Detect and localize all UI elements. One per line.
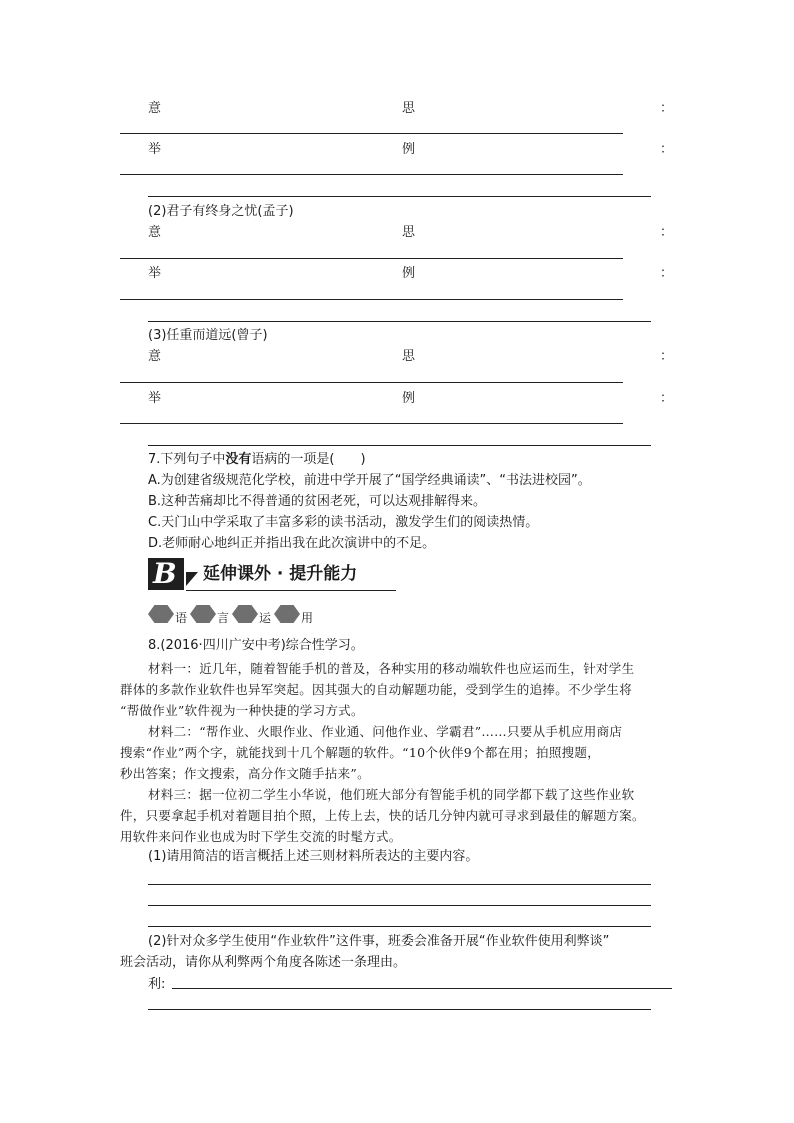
section-b-title: 延伸课外 · 提升能力 [203,564,358,584]
item-3-title: (3)任重而道远(曾子) [148,328,268,343]
li-label: 例 [402,266,416,281]
tag-char: 用 [301,611,314,625]
material-line: 件，只要拿起手机对着题目拍个照，上传上去，快的话几分钟内就可寻求到最佳的解题方案。 [120,808,645,823]
colon-mark: ： [660,391,674,406]
yi-label: 意 [148,349,162,364]
q7-stem-part: 语病的一项是( ) [251,452,366,467]
li-advantage-label: 利: [148,977,166,992]
colon-mark: ： [660,142,674,157]
q7-stem [148,451,366,469]
answer-line[interactable] [120,174,623,175]
q8-stem: 8.(2016·四川广安中考)综合性学习。 [148,638,364,653]
material-line: “帮做作业”软件视为一种快捷的学习方式。 [120,703,364,718]
q7-option-c[interactable]: C.天门山中学采取了丰富多彩的读书活动，激发学生们的阅读热情。 [148,515,539,530]
q8-sub2-line1: (2)针对众多学生使用“作业软件”这件事，班委会准备开展“作业软件使用利弊谈” [148,934,610,949]
hexagon-icon [232,605,258,623]
answer-line[interactable] [120,423,623,424]
q8-sub1: (1)请用简洁的语言概括上述三则材料所表达的主要内容。 [148,849,479,864]
answer-line[interactable] [148,884,651,885]
si-label: 思 [402,225,416,240]
li-label: 例 [402,142,416,157]
answer-line[interactable] [148,445,651,446]
material-line: 用软件来问作业也成为时下学生交流的时髦方式。 [120,829,402,844]
ju-label: 举 [148,142,162,157]
answer-line[interactable] [120,258,623,259]
colon-mark: ： [660,101,674,116]
q7-option-a[interactable]: A.为创建省级规范化学校，前进中学开展了“国学经典诵读”、“书法进校园”。 [148,473,591,488]
yi-label: 意 [148,225,162,240]
material-line: 材料一：近几年，随着智能手机的普及，各种实用的移动端软件也应运而生，针对学生 [148,661,635,676]
li-label: 例 [402,391,416,406]
tag-char: 语 [175,611,188,625]
yi-label: 意 [148,101,162,116]
answer-line[interactable] [120,382,623,383]
ju-label: 举 [148,266,162,281]
material-line: 材料三：据一位初二学生小华说，他们班大部分有智能手机的同学都下载了这些作业软 [148,787,635,802]
hexagon-icon [190,605,216,623]
q7-stem-part: 7.下列句子中 [148,452,226,467]
colon-mark: ： [660,225,674,240]
answer-line[interactable] [120,133,623,134]
colon-mark: ： [660,266,674,281]
material-line: 搜索“作业”两个字，就能找到十几个解题的软件。“10个伙伴9个都在用；拍照搜题， [120,745,601,760]
section-b-underline [186,590,396,591]
hexagon-icon [148,605,174,623]
triangle-marker-icon [186,572,198,586]
answer-line[interactable] [148,926,651,927]
q7-emphasis: 没有 [225,452,252,467]
answer-line[interactable] [148,1009,651,1010]
q7-option-b[interactable]: B.这种苦痛却比不得普通的贫困老死，可以达观排解得来。 [148,494,487,509]
colon-mark: ： [660,349,674,364]
si-label: 思 [402,349,416,364]
answer-line[interactable] [148,905,651,906]
material-line: 秒出答案；作文搜索，高分作文随手拈来”。 [120,766,370,781]
q8-sub2-line2: 班会活动，请你从利弊两个角度各陈述一条理由。 [120,955,407,970]
tag-char: 运 [259,611,272,625]
hexagon-icon [274,605,300,623]
tag-char: 言 [217,611,230,625]
section-b-letter: B [153,557,177,590]
answer-line[interactable] [120,299,623,300]
ju-label: 举 [148,391,162,406]
section-b-badge [148,558,184,590]
answer-line[interactable] [148,321,651,322]
material-line: 材料二：“帮作业、火眼作业、作业通、问他作业、学霸君”……只要从手机应用商店 [148,724,623,739]
answer-line[interactable] [172,988,672,989]
item-2-title: (2)君子有终身之忧(孟子) [148,204,294,219]
si-label: 思 [402,101,416,116]
q7-option-d[interactable]: D.老师耐心地纠正并指出我在此次演讲中的不足。 [148,536,436,551]
answer-line[interactable] [148,196,651,197]
material-line: 群体的多款作业软件也异军突起。因其强大的自动解题功能，受到学生的追捧。不少学生将 [120,682,633,697]
